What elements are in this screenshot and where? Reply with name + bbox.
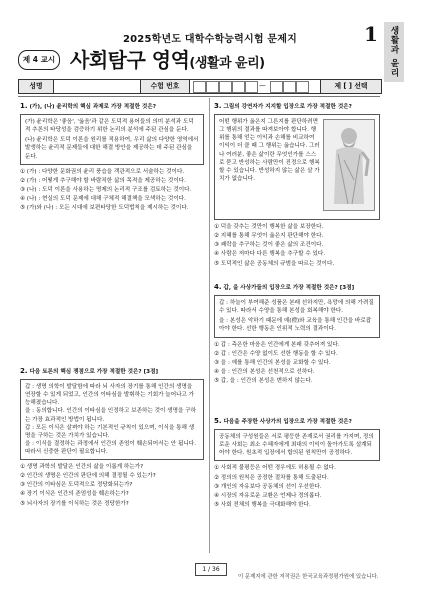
- q5-prompt: 다음을 주장한 사상가의 입장으로 가장 적절한 것은?: [223, 419, 352, 425]
- q2-line-1: 갑 : 생명 의학이 발달함에 따라 뇌 사자의 장기를 통해 인간의 생명을 연장할 수 있게 되었고, 인간의 이타심을 발휘하는 기회가 늘어나고 가능해졌습니다.: [25, 384, 195, 407]
- q2-prompt: 다음 토론의 핵심 쟁점으로 가장 적절한 것은? [3점]: [29, 369, 159, 375]
- q1-option-5[interactable]: ⑤ (가)와 (나) : 모든 시대에 보편타당한 도덕법칙을 제시하는 것이다.: [20, 205, 189, 212]
- q2-options: [20, 463, 204, 508]
- q1-option-4[interactable]: ④ (나) : 현실의 도덕 문제에 대해 구체적 해결책을 모색하는 것이다.: [20, 196, 186, 203]
- page-number: 1: [364, 22, 378, 46]
- name-label: 성명: [19, 80, 54, 93]
- subject-side-tab: 생활과 윤리: [384, 22, 404, 82]
- subject-sub: (생활과 윤리): [189, 56, 265, 71]
- q2-dialogue-box: [20, 379, 204, 460]
- q3-options: [214, 223, 380, 268]
- q1-prompt: (가), (나) 윤리학의 핵심 과제로 가장 적절한 것은?: [29, 104, 156, 110]
- exam-number-field[interactable]: —: [190, 80, 321, 93]
- q4-option-2[interactable]: ② 갑 : 인간은 수양 없이도 선한 행동을 할 수 있다.: [214, 350, 338, 357]
- q1-options: [20, 168, 204, 213]
- header-rule: [18, 96, 380, 97]
- footer-page-box: 1 / 36: [195, 563, 227, 576]
- exam-year-title: 2025학년도 대학수학능력시험 문제지: [122, 34, 298, 45]
- q1-option-1[interactable]: ① (가) : 다양한 문화권의 윤리 풍습을 객관적으로 서술하는 것이다.: [20, 168, 185, 175]
- q2-line-4: 을 : 이식을 결정하는 과정에서 인간의 존엄이 훼손되어서는 안 됩니다. 따라서 신중한 판단이 필요합니다.: [25, 440, 196, 456]
- q3-option-4[interactable]: ④ 사람은 저마다 다른 행복을 추구할 수 있다.: [214, 251, 326, 258]
- column-divider: [209, 98, 210, 553]
- question-3: [214, 101, 380, 268]
- q4-options: [214, 341, 380, 386]
- examinee-info-row: [18, 79, 382, 94]
- q2-number: 2.: [20, 367, 28, 375]
- name-field[interactable]: [54, 80, 141, 93]
- q3-number: 3.: [214, 102, 222, 110]
- question-2: [20, 366, 204, 508]
- q1-passage-ga: (가) 윤리학은 '좋음', '옳음'과 같은 도덕적 용어들의 의미 분석과 도덕적 추론의 타당성을 검증하기 위한 논리의 분석에 주된 관심을 둔다.: [25, 119, 194, 134]
- exam-number-label: 수험 번호: [141, 80, 190, 93]
- question-5: [214, 416, 380, 509]
- choice-label: 제 [ ] 선택: [321, 80, 381, 93]
- q2-line-3: 갑 : 모든 이식은 살펴야 하는 기본적인 규칙이 있으며, 이식을 통해 생명을 구하는 것은 가치가 있습니다.: [25, 424, 195, 439]
- period-badge: 제 4 교시: [18, 50, 60, 70]
- q2-option-4[interactable]: ④ 장기 이식은 인간의 존엄성을 훼손하는가?: [20, 491, 129, 498]
- q4-passage-ga: 갑 : 하늘이 부여해준 성품은 본래 선하지만, 욕망에 의해 가려질 수 있다. 따라서 수양을 통해 본성을 회복해야 한다.: [219, 300, 374, 315]
- q4-passage-eul: 을 : 본성은 악하기 때문에 예(禮)와 교육을 통해 인간을 바로잡아야 한다. 선한 행동은 인위적 노력의 결과이다.: [219, 318, 372, 333]
- q3-prompt: 그림의 강연자가 지지할 입장으로 가장 적절한 것은?: [223, 104, 352, 110]
- q1-option-3[interactable]: ③ (나) : 도덕 이론을 사용하는 명제의 논리적 구조를 검토하는 것이다.: [20, 186, 192, 193]
- q5-passage-box: [214, 429, 380, 461]
- question-1: [20, 101, 204, 212]
- q1-passage-box: [20, 114, 204, 165]
- q2-option-5[interactable]: ⑤ 뇌사자의 장기를 이식하는 것은 정당한가?: [20, 500, 129, 507]
- q1-passage-na: (나) 윤리학은 도덕 이론을 원리를 적용하여, 우리 삶의 다양한 영역에서 발생하는 윤리적 문제들에 대한 해결 방안을 제공하는 데 주된 관심을 둔다.: [25, 137, 199, 160]
- q1-option-2[interactable]: ② (가) : 어떻게 추구해야 할 바람직한 삶의 목적을 제공하는 것이다.: [20, 177, 186, 184]
- q5-passage-text: 공동체의 구성원들은 서로 평등한 존재로서 권리를 가지며, 정의로운 사회는 최소 수혜자에게 최대의 이익이 돌아가도록 설계되어야 한다. 원초적 입장에서 합의된 원칙만이 공정하다.: [219, 434, 374, 457]
- q4-option-3[interactable]: ③ 을 : 예를 통해 인간의 본성을 교화할 수 있다.: [214, 359, 331, 366]
- q3-option-1[interactable]: ① 덕을 갖추는 것만이 행복한 삶을 보장한다.: [214, 224, 324, 231]
- q4-number: 4.: [214, 283, 222, 291]
- q2-line-2: 을 : 동의합니다. 인간의 이타심을 인정하고 보존하는 것이 생명을 구하는 가장 효과적인 방법이 됩니다.: [25, 408, 196, 423]
- q2-option-1[interactable]: ① 생명 과학의 발달은 인간의 삶을 이롭게 하는가?: [20, 464, 144, 471]
- q3-option-2[interactable]: ② 지혜를 통해 무엇이 옳은지 판단해야 한다.: [214, 233, 324, 240]
- q4-option-5[interactable]: ⑤ 갑, 을 : 인간의 본성은 변하지 않는다.: [214, 378, 313, 385]
- q2-option-2[interactable]: ② 인간의 생명은 인간의 판단에 의해 결정될 수 있는가?: [20, 473, 156, 480]
- subject-main: 사회탐구 영역: [70, 48, 190, 72]
- q3-option-3[interactable]: ③ 쾌락을 추구하는 것이 좋은 삶의 조건이다.: [214, 242, 324, 249]
- q4-option-1[interactable]: ① 갑 : 측은한 마음은 인간에게 본래 갖추어져 있다.: [214, 341, 340, 348]
- philosopher-statue-image: [323, 119, 375, 211]
- q3-speech-box: [214, 114, 380, 220]
- copyright-note: 이 문제지에 관한 저작권은 한국교육과정평가원에 있습니다.: [238, 574, 379, 580]
- q5-option-1[interactable]: ① 사회적 불평등은 어떤 경우에도 허용될 수 없다.: [214, 465, 336, 472]
- q5-options: [214, 464, 380, 509]
- q3-speech-text: 어떤 행위가 옳은지 그른지를 판단하려면 그 행위의 결과를 따져보아야 합니다. 행위를 통해 얻는 이익과 손해를 비교하여 이익이 더 클 때 그 행위는 옳습니다. 그러나 여러분, 좋은 삶이란 무엇인가를 스스로 묻고 반성하는 사람만이 진정으로 행복할 수 있습니다. 반성하지 않는 삶은 살 가치가 없습니다.: [219, 119, 320, 182]
- q5-option-3[interactable]: ③ 개인의 자유보다 공동체의 선이 우선한다.: [214, 483, 322, 490]
- q2-option-3[interactable]: ③ 인간의 이타심은 도덕적으로 정당화되는가?: [20, 482, 133, 489]
- q3-option-5[interactable]: ⑤ 도덕적인 삶은 공동체의 규범을 따르는 것이다.: [214, 260, 335, 267]
- q4-prompt: 갑, 을 사상가들의 입장으로 가장 적절한 것은? [3점]: [223, 285, 355, 291]
- q4-passage-box: [214, 295, 380, 337]
- q5-option-2[interactable]: ② 정의의 원칙은 공정한 절차를 통해 도출된다.: [214, 474, 329, 481]
- q5-option-4[interactable]: ④ 시장의 자유로운 교환은 언제나 정의롭다.: [214, 492, 322, 499]
- q5-number: 5.: [214, 417, 222, 425]
- question-4: [214, 282, 380, 385]
- q1-number: 1.: [20, 102, 28, 110]
- q4-option-4[interactable]: ④ 을 : 인간의 본성은 선천적으로 선하다.: [214, 368, 315, 375]
- q5-option-5[interactable]: ⑤ 사회 전체의 행복을 극대화해야 한다.: [214, 501, 311, 508]
- subject-title: [70, 44, 265, 73]
